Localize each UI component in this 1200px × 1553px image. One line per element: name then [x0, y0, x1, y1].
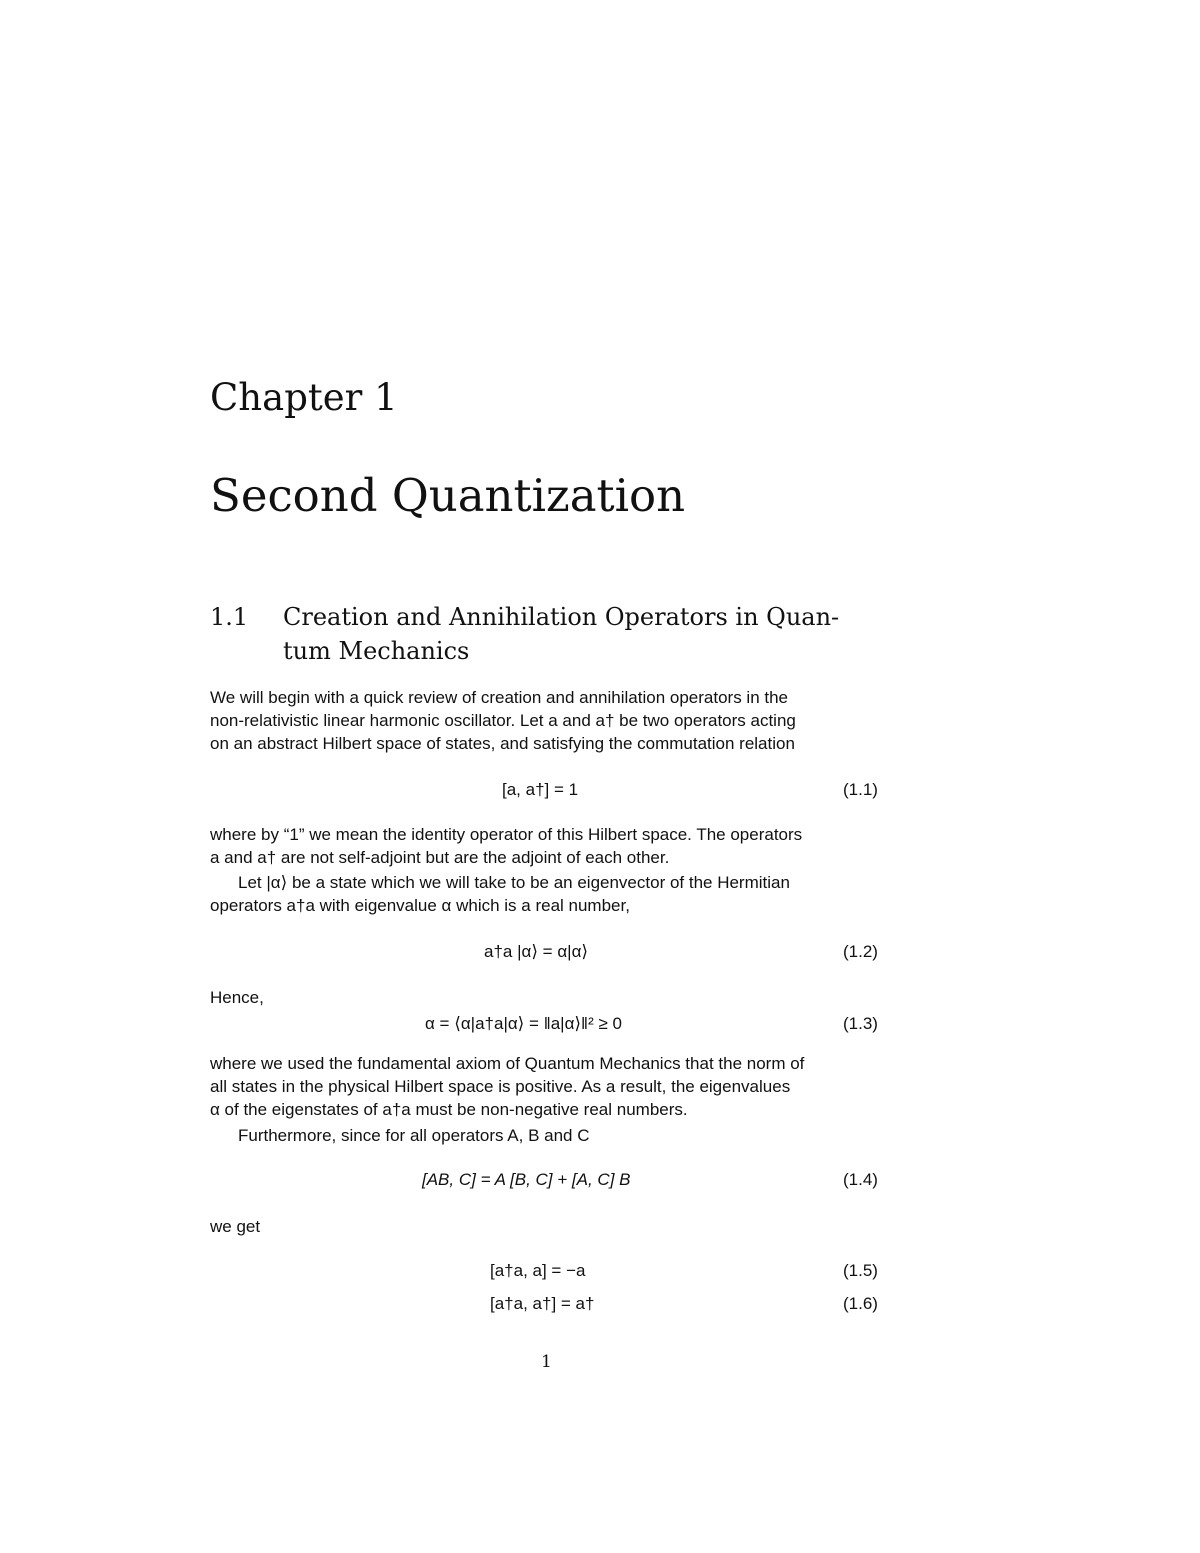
equation-number: (1.4) [843, 1170, 878, 1189]
equation-number: (1.5) [843, 1261, 878, 1280]
equation: [a, a†] = 1 [502, 780, 579, 799]
equation-number: (1.3) [843, 1014, 878, 1033]
equation: [a†a, a†] = a† [490, 1294, 595, 1313]
chapter-title: Second Quantization [210, 469, 686, 522]
paragraph-line: on an abstract Hilbert space of states, and satisfying the commutation relation [210, 734, 795, 753]
equation-number: (1.2) [843, 942, 878, 961]
equation: α = ⟨α|a†a|α⟩ = ‖a|α⟩‖² ≥ 0 [425, 1014, 622, 1033]
page-number: 1 [541, 1352, 552, 1372]
paragraph-line: where by “1” we mean the identity operator of this Hilbert space. The operators [210, 825, 803, 844]
section-number: 1.1 [210, 603, 249, 631]
paragraph-line: Hence, [210, 988, 264, 1007]
equation: [a†a, a] = −a [490, 1261, 586, 1280]
paragraph-line: α of the eigenstates of a†a must be non-negative real numbers. [210, 1100, 688, 1119]
equation: a†a |α⟩ = α|α⟩ [484, 942, 589, 961]
equation-number: (1.1) [843, 780, 878, 799]
paragraph-line: all states in the physical Hilbert space is positive. As a result, the eigenvalues [210, 1077, 791, 1096]
equation: [AB, C] = A [B, C] + [A, C] B [422, 1170, 631, 1189]
paragraph-line: We will begin with a quick review of creation and annihilation operators in the [210, 688, 789, 707]
paragraph-line: a and a† are not self-adjoint but are the adjoint of each other. [210, 848, 670, 867]
equation-number: (1.6) [843, 1294, 878, 1313]
paragraph-line: non-relativistic linear harmonic oscillator. Let a and a† be two operators acting [210, 711, 796, 730]
paragraph-line: Furthermore, since for all operators A, B and C [238, 1126, 590, 1145]
paragraph-line: where we used the fundamental axiom of Quantum Mechanics that the norm of [210, 1054, 805, 1073]
section-title-line-1: Creation and Annihilation Operators in Quan- [283, 603, 840, 631]
paragraph-line: Let |α⟩ be a state which we will take to be an eigenvector of the Hermitian [238, 873, 790, 892]
chapter-label: Chapter 1 [210, 376, 398, 419]
paragraph-line: we get [210, 1217, 261, 1236]
paragraph-line: operators a†a with eigenvalue α which is a real number, [210, 896, 630, 915]
section-title-line-2: tum Mechanics [283, 637, 470, 665]
